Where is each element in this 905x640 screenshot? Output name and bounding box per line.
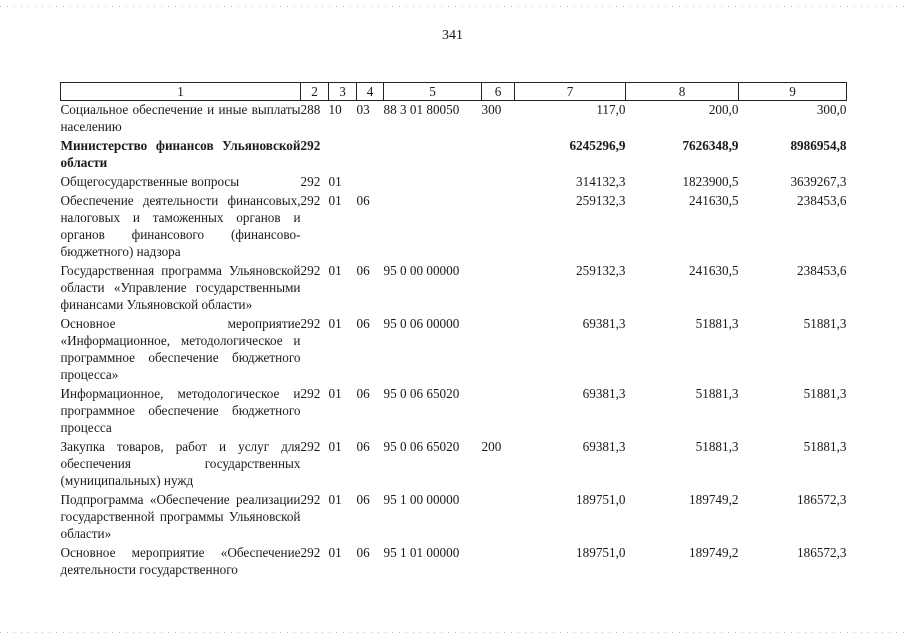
cell-name: Основное мероприятие «Информационное, методологическое и программное обеспечение бюджетного процесса» <box>60 316 301 382</box>
table-row <box>61 262 847 315</box>
cell-amount-col8: 241630,5 <box>689 193 739 208</box>
table-row <box>61 137 847 173</box>
cell-amount-col9: 51881,3 <box>803 439 847 454</box>
cell-expense-type: 300 <box>481 102 502 117</box>
table-body <box>61 101 847 581</box>
cell-name: Подпрограмма «Обеспечение реализации государственной программы Ульяновской области» <box>60 492 301 541</box>
cell-expense-type <box>482 262 515 315</box>
cell-target-article: 95 1 00 00000 <box>383 492 460 507</box>
cell-amount-col9: 186572,3 <box>797 492 847 507</box>
cell-amount-col8: 51881,3 <box>695 386 739 401</box>
cell-expense-type <box>482 173 515 192</box>
cell-amount-col9: 186572,3 <box>797 545 847 560</box>
cell-ministry-code: 292 <box>300 386 321 401</box>
cell-expense-type <box>482 385 515 438</box>
cell-section: 01 <box>328 193 342 208</box>
cell-name: Информационное, методологическое и программное обеспечение бюджетного процесса <box>60 386 301 435</box>
cell-section: 01 <box>328 316 342 331</box>
cell-subsection: 06 <box>356 263 370 278</box>
cell-subsection: 06 <box>356 492 370 507</box>
scan-artifact-bottom <box>0 632 905 633</box>
cell-ministry-code: 292 <box>300 138 321 153</box>
cell-amount-col8: 7626348,9 <box>682 138 739 153</box>
cell-subsection: 06 <box>356 545 370 560</box>
cell-ministry-code: 292 <box>300 193 321 208</box>
cell-expense-type <box>482 137 515 173</box>
cell-subsection <box>357 137 384 173</box>
table-header-row <box>61 83 847 101</box>
cell-name: Государственная программа Ульяновской области «Управление государственными финансами Ульяновской области» <box>60 263 301 312</box>
table-row <box>61 101 847 138</box>
cell-section: 01 <box>328 492 342 507</box>
cell-amount-col8: 200,0 <box>708 102 739 117</box>
column-header: 9 <box>739 83 847 101</box>
cell-amount-col8: 189749,2 <box>689 545 739 560</box>
cell-name: Основное мероприятие «Обеспечение деятельности государственного <box>60 545 301 577</box>
column-header: 5 <box>384 83 482 101</box>
cell-target-article: 95 0 06 00000 <box>383 316 460 331</box>
cell-expense-type <box>482 315 515 385</box>
cell-name: Закупка товаров, работ и услуг для обеспечения государственных (муниципальных) нужд <box>60 439 301 488</box>
cell-amount-col8: 1823900,5 <box>682 174 739 189</box>
cell-target-article <box>384 192 482 262</box>
cell-target-article <box>384 173 482 192</box>
cell-amount-col7: 6245296,9 <box>569 138 626 153</box>
cell-target-article: 95 0 00 00000 <box>383 263 460 278</box>
cell-ministry-code: 292 <box>300 263 321 278</box>
cell-ministry-code: 292 <box>300 439 321 454</box>
cell-amount-col7: 259132,3 <box>576 263 626 278</box>
table-row <box>61 385 847 438</box>
cell-ministry-code: 288 <box>300 102 321 117</box>
table-row <box>61 438 847 491</box>
cell-section <box>329 137 357 173</box>
cell-name: Социальное обеспечение и иные выплаты населению <box>60 102 301 134</box>
column-header: 3 <box>329 83 357 101</box>
cell-amount-col9: 238453,6 <box>797 193 847 208</box>
table-row <box>61 192 847 262</box>
cell-subsection: 06 <box>356 386 370 401</box>
cell-ministry-code: 292 <box>300 174 321 189</box>
cell-amount-col7: 69381,3 <box>582 386 626 401</box>
cell-amount-col9: 238453,6 <box>797 263 847 278</box>
page-number: 341 <box>442 28 463 43</box>
table-row <box>61 173 847 192</box>
column-header: 7 <box>515 83 626 101</box>
cell-amount-col7: 69381,3 <box>582 316 626 331</box>
table-row <box>61 491 847 544</box>
cell-amount-col7: 259132,3 <box>576 193 626 208</box>
cell-ministry-code: 292 <box>300 545 321 560</box>
cell-subsection: 03 <box>356 102 370 117</box>
cell-subsection: 06 <box>356 316 370 331</box>
cell-amount-col8: 51881,3 <box>695 316 739 331</box>
cell-expense-type <box>482 192 515 262</box>
cell-section: 10 <box>328 102 342 117</box>
cell-amount-col7: 314132,3 <box>576 174 626 189</box>
cell-amount-col9: 51881,3 <box>803 386 847 401</box>
cell-amount-col8: 189749,2 <box>689 492 739 507</box>
cell-amount-col8: 241630,5 <box>689 263 739 278</box>
cell-amount-col7: 189751,0 <box>576 492 626 507</box>
cell-target-article: 95 0 06 65020 <box>383 386 460 401</box>
cell-amount-col9: 51881,3 <box>803 316 847 331</box>
column-header: 2 <box>301 83 329 101</box>
cell-target-article: 88 3 01 80050 <box>383 102 460 117</box>
cell-name: Обеспечение деятельности финансовых, налоговых и таможенных органов и органов финансового (финансово-бюджетного) надзора <box>60 193 301 259</box>
cell-amount-col7: 117,0 <box>596 102 626 117</box>
cell-target-article: 95 0 06 65020 <box>383 439 460 454</box>
column-header: 8 <box>626 83 739 101</box>
cell-target-article <box>384 137 482 173</box>
cell-amount-col8: 51881,3 <box>695 439 739 454</box>
cell-ministry-code: 292 <box>300 316 321 331</box>
table-row <box>61 315 847 385</box>
cell-amount-col7: 189751,0 <box>576 545 626 560</box>
column-header: 4 <box>357 83 384 101</box>
cell-amount-col9: 8986954,8 <box>790 138 847 153</box>
cell-section: 01 <box>328 174 342 189</box>
table-row <box>61 544 847 580</box>
cell-section: 01 <box>328 439 342 454</box>
cell-section: 01 <box>328 263 342 278</box>
cell-name: Министерство финансов Ульяновской области <box>60 138 301 170</box>
cell-target-article: 95 1 01 00000 <box>383 545 460 560</box>
cell-amount-col9: 300,0 <box>816 102 847 117</box>
cell-expense-type <box>482 544 515 580</box>
cell-expense-type: 200 <box>481 439 502 454</box>
cell-amount-col9: 3639267,3 <box>790 174 847 189</box>
budget-table <box>60 82 847 580</box>
cell-subsection <box>357 173 384 192</box>
cell-expense-type <box>482 491 515 544</box>
cell-subsection: 06 <box>356 193 370 208</box>
cell-ministry-code: 292 <box>300 492 321 507</box>
scan-artifact-top <box>0 6 905 7</box>
column-header: 6 <box>482 83 515 101</box>
cell-subsection: 06 <box>356 439 370 454</box>
column-header: 1 <box>61 83 301 101</box>
cell-amount-col7: 69381,3 <box>582 439 626 454</box>
cell-name: Общегосударственные вопросы <box>60 174 240 189</box>
cell-section: 01 <box>328 386 342 401</box>
cell-section: 01 <box>328 545 342 560</box>
